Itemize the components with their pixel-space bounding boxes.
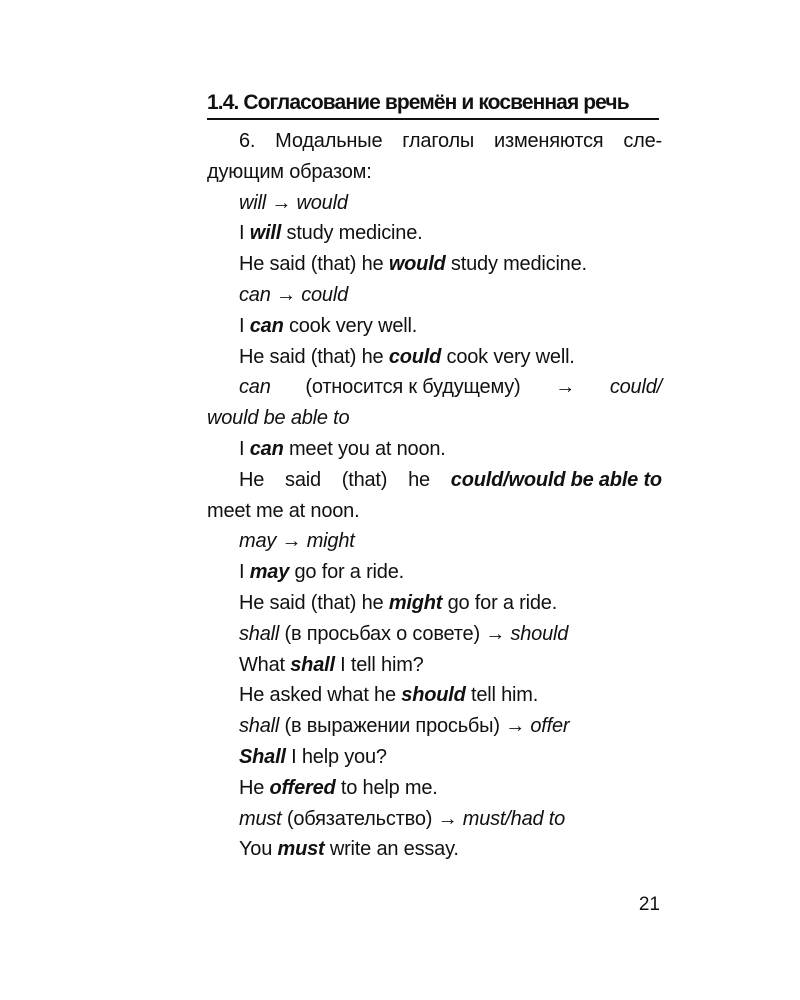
- modal-verb: can: [249, 437, 284, 460]
- modal-verb: may: [249, 561, 290, 584]
- example-text: study medicine.: [445, 253, 587, 276]
- intro-word: 6.: [239, 130, 256, 152]
- example-text: I: [239, 561, 250, 584]
- example-reported: [207, 249, 662, 280]
- rule-to: could/: [609, 376, 662, 399]
- rule-to: must/had to: [462, 807, 566, 830]
- intro-line-2: дующим образом:: [207, 160, 372, 183]
- example-direct: [207, 742, 662, 773]
- example-direct: [207, 557, 662, 588]
- section-header: 1.4. Согласование времён и косвенная речь: [207, 88, 659, 120]
- example-direct: [207, 218, 662, 249]
- rule-note: (в просьбах о совете): [284, 622, 480, 645]
- rule-from: must: [239, 807, 282, 830]
- example-reported: [207, 342, 662, 373]
- modal-verb: should: [401, 684, 466, 707]
- modal-verb: might: [388, 591, 443, 614]
- example-reported: [207, 773, 662, 804]
- rule-from: may: [239, 530, 277, 553]
- rule-note: (обязательство): [286, 807, 433, 830]
- modal-verb: could: [388, 345, 442, 368]
- example-direct: [207, 311, 662, 342]
- arrow-icon: →: [281, 530, 302, 553]
- example-text: He said (that) he: [239, 253, 389, 276]
- rule-note: (в выражении просьбы): [284, 715, 500, 738]
- example-direct: [207, 434, 662, 465]
- rule-line: [207, 619, 662, 650]
- rule-from: shall: [239, 622, 280, 645]
- example-text: I: [239, 437, 250, 460]
- example-word: (that): [341, 468, 388, 491]
- rule-from: will: [239, 191, 266, 214]
- example-reported: [207, 465, 662, 496]
- example-text: He said (that) he: [239, 345, 389, 368]
- arrow-icon: →: [276, 283, 296, 306]
- rule-from: can: [239, 376, 271, 399]
- arrow-icon: →: [485, 622, 506, 645]
- arrow-icon: →: [555, 376, 576, 399]
- example-text: go for a ride.: [442, 591, 558, 614]
- modal-verb: would: [388, 253, 446, 276]
- rule-line: [207, 280, 662, 311]
- example-word: He: [239, 468, 265, 491]
- example-text: meet you at noon.: [283, 437, 446, 460]
- example-direct: [207, 650, 662, 681]
- rule-continuation: would be able to: [207, 407, 350, 430]
- modal-verb: could/would be able to: [450, 468, 662, 491]
- example-text: go for a ride.: [289, 561, 404, 584]
- rule-from: shall: [239, 715, 280, 738]
- example-text: I: [239, 314, 250, 337]
- rule-line: [207, 372, 662, 403]
- rule-to: might: [306, 530, 355, 553]
- rule-to: should: [510, 622, 569, 645]
- page-body: [207, 126, 662, 865]
- modal-verb: shall: [290, 653, 335, 676]
- example-text: I: [239, 222, 250, 245]
- rule-from: can: [239, 283, 271, 306]
- modal-verb: must: [277, 838, 325, 861]
- modal-verb: offered: [269, 776, 336, 799]
- intro-word: Модальные: [275, 130, 383, 152]
- example-word: he: [408, 468, 430, 491]
- modal-verb: will: [249, 222, 282, 245]
- arrow-icon: →: [271, 191, 292, 214]
- example-text: cook very well.: [283, 314, 418, 337]
- arrow-icon: →: [505, 715, 525, 738]
- intro-word: глаголы: [402, 130, 475, 152]
- modal-verb: Shall: [239, 745, 286, 768]
- example-text: to help me.: [335, 776, 438, 799]
- example-text: He asked what he: [239, 684, 402, 707]
- rule-to: would: [296, 191, 348, 214]
- rule-line: [207, 804, 662, 835]
- rule-note: (относится к будущему): [305, 376, 521, 399]
- example-word: said: [285, 468, 321, 491]
- example-text: What: [239, 653, 291, 676]
- example-direct: [207, 834, 662, 865]
- page-number: 21: [638, 894, 660, 915]
- example-text: He said (that) he: [239, 591, 389, 614]
- example-reported: [207, 588, 662, 619]
- rule-to: could: [301, 283, 349, 306]
- example-text: cook very well.: [441, 345, 575, 368]
- example-text: tell him.: [465, 684, 539, 707]
- intro-word: сле-: [623, 130, 662, 152]
- rule-line: [207, 711, 662, 742]
- example-text: You: [239, 838, 278, 861]
- modal-verb: can: [249, 314, 284, 337]
- example-reported: [207, 680, 662, 711]
- rule-line: [207, 526, 662, 557]
- example-text: I help you?: [285, 745, 387, 768]
- arrow-icon: →: [437, 807, 458, 830]
- example-text: write an essay.: [324, 838, 459, 861]
- example-text: study medicine.: [281, 222, 423, 245]
- intro-line-1: [207, 126, 662, 157]
- rule-line: [207, 188, 662, 219]
- example-text: I tell him?: [334, 653, 424, 676]
- example-text: He: [239, 776, 270, 799]
- example-continuation: meet me at noon.: [207, 499, 360, 522]
- intro-word: изменяются: [494, 130, 604, 152]
- rule-to: offer: [530, 715, 570, 738]
